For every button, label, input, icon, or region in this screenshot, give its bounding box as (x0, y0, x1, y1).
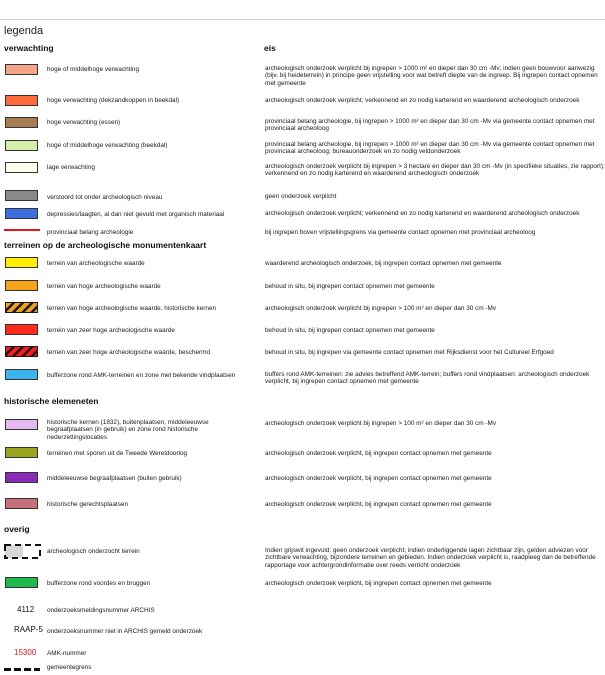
legend-label: hoge verwachting (essen) (47, 119, 121, 126)
section-heading-historisch: historische elemeneten (4, 396, 99, 406)
swatch-historische-kernen-hatch (5, 302, 38, 313)
swatch-beekdal (5, 140, 38, 151)
legend-label: terrein van zeer hoge archeologische waarde, beschermd (47, 349, 211, 356)
legend-label: onderzoeksnummer niet in ARCHIS gemeld onderzoek (47, 628, 203, 635)
eis-text: archeologisch onderzoek verplicht bij ingrepen > 1000 m² en dieper dan 30 cm -Mv; indien geen bouwvoor aanwezig (bijv. bij heideterrein) in principe geen vrijstelling voor wat betreft diepte van de ingreep. Bij ingrepen contact opnemen met gemeente (265, 65, 598, 87)
swatch-beschermd-hatch (5, 346, 38, 357)
section-heading-verwachting: verwachting (4, 43, 54, 53)
eis-text: archeologisch onderzoek verplicht; verkennend en zo nodig karterend en waarderend archeologisch onderzoek (265, 210, 580, 217)
swatch-begraafplaatsen (5, 472, 38, 483)
legend-label: AMK-nummer (47, 650, 87, 657)
legend-label: terreinen met sporen uit de Tweede Wereldoorlog (47, 450, 188, 457)
legend-label: lage verwachting (47, 164, 95, 171)
top-divider (0, 19, 605, 20)
legend-label: gemeentegrens (47, 664, 92, 671)
section-heading-terreinen: terreinen op de archeologische monumentenkaart (4, 240, 207, 250)
swatch-bufferzone-amk (5, 369, 38, 380)
eis-text: archeologisch onderzoek verplicht bij ingrepen > 100 m² en dieper dan 30 cm -Mv (265, 420, 497, 427)
swatch-historische-kernen (5, 419, 38, 430)
eis-text: archeologisch onderzoek verplicht bij ingrepen > 3 hectare en dieper dan 30 cm -Mv (in specifieke situaties, zie rapport); verkennend en zo nodig karterend en waarderend archeologisch onderzoek (265, 163, 605, 178)
legend-label: archeologisch onderzocht terrein (47, 548, 140, 555)
swatch-gerechtsplaatsen (5, 498, 38, 509)
swatch-essen (5, 117, 38, 128)
eis-text: archeologisch onderzoek verplicht, bij ingrepen contact opnemen met gemeente (265, 580, 492, 587)
legend-label: terrein van hoge archeologische waarde (47, 283, 161, 290)
legend-label: terrein van hoge archeologische waarde, historische kernen (47, 305, 217, 312)
eis-text: behoud in situ, bij ingrepen via gemeente contact opnemen met Rijksdienst voor het Cultureel Erfgoed (265, 349, 554, 356)
legend-title: legenda (4, 25, 44, 37)
eis-text: archeologisch onderzoek verplicht bij ingrepen > 100 m² en dieper dan 30 cm -Mv (265, 305, 497, 312)
legend-label: provinciaal belang archeologie (47, 229, 134, 236)
legend-label: historische kernen (1832), buitenplaatsen, middeleeuwse begraafplaatsen (in gebruik) en zone rond historische nederzettingslocaties (47, 419, 209, 441)
archis-code: 4112 (17, 605, 35, 614)
swatch-lage-verwachting (5, 162, 38, 173)
swatch-onderzocht-terrein (4, 544, 42, 560)
legend-label: hoge of middelhoge verwachting (47, 66, 140, 73)
swatch-terrein-waarde (5, 257, 38, 268)
swatch-depressies (5, 208, 38, 219)
eis-text: bij ingrepen boven vrijstellingsgrens via gemeente contact opnemen met provinciaal archeoloog (265, 229, 536, 236)
swatch-zeer-hoge-waarde (5, 324, 38, 335)
eis-text: archeologisch onderzoek verplicht, bij ingrepen contact opnemen met gemeente (265, 501, 492, 508)
eis-text: archeologisch onderzoek verplicht; verkennend en zo nodig karterend en waarderend archeologisch onderzoek (265, 97, 580, 104)
legend-label: bufferzone rond AMK-terreinen en zone met bekende vindplaatsen (47, 372, 236, 379)
eis-text: buffers rond AMK-terreinen: zie advies betreffend AMK-terrein; buffers rond vindplaatsen: archeologisch onderzoek verplicht, bij ingrepen contact opnemen met gemeente (265, 371, 590, 386)
eis-text: geen onderzoek verplicht (265, 193, 337, 200)
legend-label: hoge verwachting (dekzandkoppen in beekdal) (47, 97, 180, 104)
legend-label: hoge of middelhoge verwachting (beekdal) (47, 142, 168, 149)
legend-label: onderzoeksmeldingsnummer ARCHIS (47, 607, 155, 614)
eis-text: archeologisch onderzoek verplicht, bij ingrepen contact opnemen met gemeente (265, 475, 492, 482)
legend-label: verstoord tot onder archeologisch niveau (47, 194, 163, 201)
legend-label: middeleeuwse begraafplaatsen (buiten gebruik) (47, 475, 182, 482)
eis-text: waarderend archeologisch onderzoek, bij ingrepen contact opnemen met gemeente (265, 260, 502, 267)
legend-label: depressies/laagten, al dan niet gevuld met organisch materiaal (47, 211, 225, 218)
gemeentegrens-line (4, 668, 40, 671)
raap-code: RAAP-5 (14, 625, 43, 634)
swatch-hoge-middelhoge (5, 64, 38, 75)
eis-text: provinciaal belang archeologie, bij ingrepen > 1000 m² en dieper dan 30 cm -Mv via gemeente contact opnemen met provinciaal archeoloog; bureauonderzoek en zo nodig veldonderzoek (265, 141, 595, 156)
section-heading-eis: eis (264, 43, 276, 53)
section-heading-overig: overig (4, 524, 30, 534)
eis-text: behoud in situ, bij ingrepen contact opnemen met gemeente (265, 283, 435, 290)
swatch-verstoord (5, 190, 38, 201)
eis-text: archeologisch onderzoek verplicht, bij ingrepen contact opnemen met gemeente (265, 450, 492, 457)
swatch-dekzandkoppen (5, 95, 38, 106)
eis-text: provinciaal belang archeologie, bij ingrepen > 1000 m² en dieper dan 30 cm -Mv via gemeente contact opnemen met provinciaal archeoloog (265, 118, 595, 133)
swatch-bufferzone-voordes (5, 577, 38, 588)
legend-label: historische gerechtsplaatsen (47, 501, 128, 508)
legend-label: terrein van zeer hoge archeologische waarde (47, 327, 175, 334)
provinciaal-belang-line (4, 229, 40, 231)
swatch-terrein-hoge-waarde (5, 280, 38, 291)
swatch-tweede-wereldoorlog (5, 447, 38, 458)
legend-label: bufferzone rond voordes en bruggen (47, 580, 151, 587)
eis-text: Indien grijswit ingevuld: geen onderzoek verplicht; indien onderliggende lagen zichtbaar zijn, gelden adviezen voor zichtbare verwachting, bijzondere terreinen en gebieden. Indien onderzoek verplicht is, raadpleeg dan de betreffende rapportage voor achtergrondinformatie over reeds verricht onderzoek (265, 547, 596, 569)
eis-text: behoud in situ, bij ingrepen contact opnemen met gemeente (265, 327, 435, 334)
amk-code: 15300 (14, 648, 37, 657)
legend-label: terrein van archeologische waarde (47, 260, 145, 267)
